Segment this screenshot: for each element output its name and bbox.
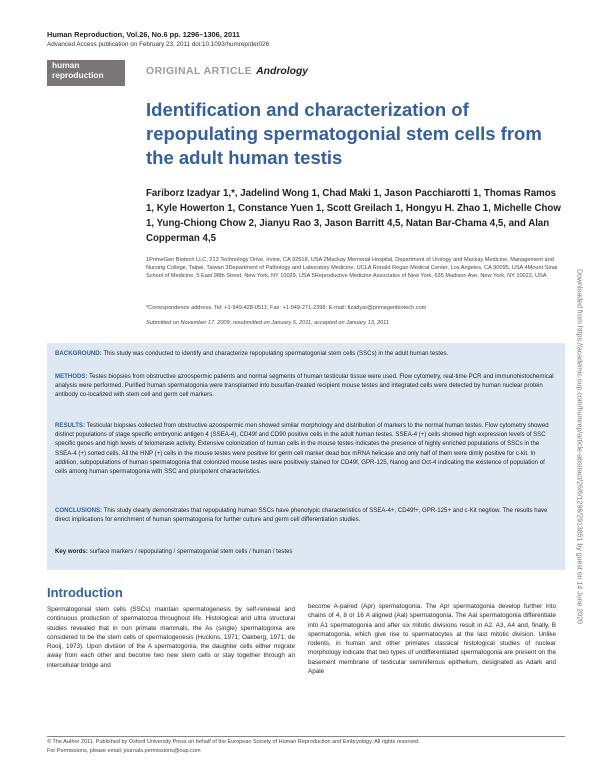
- article-type: [146, 66, 308, 77]
- background-text: This study was conducted to identify and characterize repopulating spermatogonial stem cells (SSCs) in the adult human testes.: [103, 350, 449, 357]
- article-type-label: ORIGINAL ARTICLE: [146, 66, 253, 77]
- methods-text: Testes biopsies from obstructive azoospermic patients and normal segments of human testicular tissue were used. Flow cytometry, real-time PCR and immunohistochemical analysis were performed. Purified human spermatogonia were transplanted into busulfan-treated recipient mouse testes and integrated cells were detected by human nuclear protein antibody co-localized with stem cell and germ cell markers.: [55, 373, 554, 399]
- background-label: BACKGROUND:: [55, 350, 102, 357]
- abstract-keywords: [55, 547, 557, 556]
- permissions-notice: For Permissions, please email: journals.permissions@oup.com: [47, 748, 201, 754]
- advance-access-line: Advanced Access publication on February 23, 2011 doi:10.1093/humrep/der026: [47, 41, 270, 48]
- logo-line-2: reproduction: [52, 69, 104, 80]
- keywords-label: Key words:: [55, 548, 88, 555]
- paper-title: Identification and characterization of repopulating spermatogonial stem cells from the adult human testis: [146, 99, 542, 168]
- article-section: Andrology: [256, 66, 309, 77]
- correspondence: *Correspondence address. Tel: +1-949-428-0511; Fax: +1-949-271-2398; E-mail: fizadyar@primegenbiotech.com: [146, 305, 427, 311]
- logo-line-1: human: [52, 60, 80, 70]
- results-text: Testicular biopsies collected from obstructive azoospermic men showed similar morphology and distribution of markers to the normal human testes. Flow cytometry showed distinct populations of stage specific embryonic antigen 4 (SSEA-4), CD49f and CD90 positive cells in the adult human testes. SSEA-4 (+) cells showed high expression levels of SSC specific genes and high levels of telomerase activity. Extensive colonization of human cells in the mouse testes indicates the presence of highly enriched populations of SSCs in the SSEA-4 (+) sorted cells. All the HNP (+) cells in the mouse testes were positive for germ cell marker dead box mRNA helicase and only half of them were dimly positive for c-kit. In addition, subpopulations of human spermatogonia that colonized mouse testes were positively stained for CD49f, GPR-125, Nanog and Oct-4 indicating the existence of population of cells among human spermatogonia with SSC and pluripotent characteristics.: [55, 422, 549, 476]
- submission-dates: Submitted on November 17, 2009; resubmitted on January 5, 2011; accepted on January 13, 2011: [146, 320, 389, 326]
- abstract-background: [55, 349, 557, 358]
- abstract-conclusions: [55, 506, 557, 524]
- conclusions-text: This study clearly demonstrates that repopulating human SSCs have phenotypic characteristics of SSEA-4+, CD49f+, GPR-125+ and c-Kit neg/low. The results have direct implications for enrichment of human spermatogonia for further culture and germ cell differentiation studies.: [55, 507, 548, 524]
- methods-label: METHODS:: [55, 373, 88, 380]
- abstract-results: [55, 421, 557, 476]
- download-sidebar: [571, 190, 585, 710]
- author-list: Fariborz Izadyar 1,*, Jadelind Wong 1, Chad Maki 1, Jason Pacchiarotti 1, Thomas Ramos 1, Kyle Howerton 1, Constance Yuen 1, Scott Greilach 1, Hongyu H. Zhao 1, Michelle Chow 1, Yung-Chiong Chow 2, Jianyu Rao 3, Jason Barritt 4,5, Natan Bar-Chama 4,5, and Alan Copperman 4,5: [146, 188, 561, 244]
- keywords-text: surface markers / repopulating / spermatogonial stem cells / human / testes: [89, 548, 293, 555]
- download-sidebar-text: Downloaded from https://academic.oup.com/humrep/article-abstract/26/6/1296/2913851 by guest on 14 June 2020: [575, 269, 583, 624]
- abstract-methods: [55, 372, 557, 400]
- introduction-heading: Introduction: [47, 585, 123, 600]
- affiliations: 1PrimeGen Biotech LLC, 213 Technology Drive, Irvine, CA 92618, USA 2Mackay Memorial Hospital, Department of Urology and Mackay Medicine, Management and Nursing College, Taipei, Taiwan 3Department of Pathology and Laboratory Medicine, UCLA Ronald Regan Medical Center, Los Angeles, CA 90095, USA 4Mount Sinai School of Medicine, 5 East 98th Street, New York, NY 10029, USA 5Reproductive Medicine Associates of New York, 635 Madison Ave, New York, NY 10022, USA: [146, 257, 558, 280]
- introduction-column-right: become A-paired (Apr) spermatogonia. The Apr spermatogonia develop further into chains of 4, 8 or 16 A aligned (Aal) spermatogonia. The Aal spermatogonia differentiate into A1 spermatogonia and after six mitotic divisions result in A2, A3, A4 and, finally, B spermatogonia, which give rise to spermatocytes at the last mitotic division. Unlike rodents, in human and other primates classical histological studies of nuclear morphology indicate that two types of undifferentiated spermatogonia are present on the basement membrane of testicular seminiferous epithelium, designated as Adark and Apale: [308, 603, 556, 676]
- journal-citation: Human Reproduction, Vol.26, No.6 pp. 1296–1306, 2011: [47, 30, 240, 39]
- results-label: RESULTS:: [55, 422, 86, 429]
- copyright-notice: © The Author 2011. Published by Oxford University Press on behalf of the European Society of Human Reproduction and Embryology. All rights reserved.: [47, 739, 420, 745]
- introduction-column-left: Spermatogonial stem cells (SSCs) maintain spermatogenesis by self-renewal and continuous production of spermatozoa throughout life. Histological and ultra structural studies revealed that in non primate mammals, the As (single) spermatogonia are considered to be the stem cells of spermatogenesis (Huckins, 1971; Oakberg, 1971; de Rooij, 1973). Upon division of the A spermatogonia, the daughter cells either migrate away from each other and become two new stem cells or stay together through an intercellular bridge and: [47, 606, 295, 669]
- footer-divider: [47, 736, 565, 737]
- conclusions-label: CONCLUSIONS:: [55, 507, 103, 514]
- journal-logo-text: [52, 61, 104, 80]
